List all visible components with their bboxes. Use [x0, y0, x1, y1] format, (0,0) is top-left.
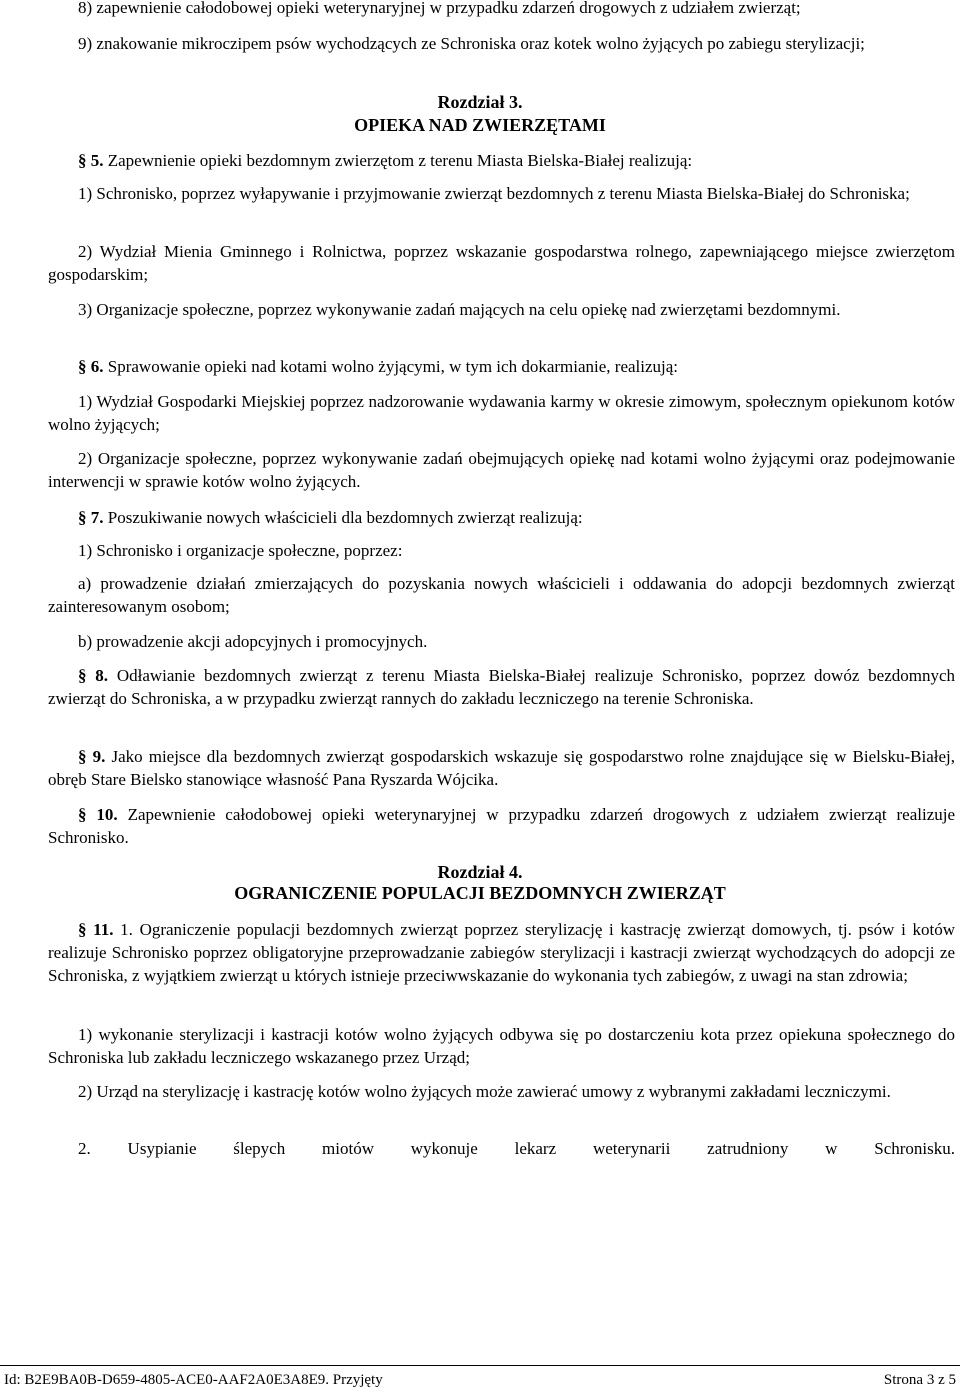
page-number: Strona 3 z 5 — [883, 1372, 956, 1388]
list-item-9: 9) znakowanie mikroczipem psów wychodzących ze Schroniska oraz kotek wolno żyjących po zabiegu sterylizacji; — [78, 34, 865, 53]
section-10 — [48, 803, 955, 849]
section-9 — [48, 745, 955, 791]
list-item-8: 8) zapewnienie całodobowej opieki weterynaryjnej w przypadku zdarzeń drogowych z udziałem zwierząt; — [78, 0, 801, 17]
section-6-text: Sprawowanie opieki nad kotami wolno żyjącymi, w tym ich dokarmianie, realizują: — [103, 357, 679, 376]
chapter-3-title: Rozdział 3. — [437, 92, 523, 112]
chapter-3-subtitle: OPIEKA NAD ZWIERZĘTAMI — [354, 115, 606, 135]
section-5-item-1: 1) Schronisko, poprzez wyłapywanie i przyjmowanie zwierząt bezdomnych z terenu Miasta Bielska-Białej do Schroniska; — [78, 184, 910, 203]
section-6 — [48, 355, 955, 378]
document-id: Id: B2E9BA0B-D659-4805-ACE0-AAF2A0E3A8E9. Przyjęty — [4, 1372, 383, 1388]
section-11-number: § 11. — [78, 920, 114, 939]
section-5-item-2: 2) Wydział Mienia Gminnego i Rolnictwa, poprzez wskazanie gospodarstwa rolnego, zapewniającego miejsce zwierzętom gospodarskim; — [48, 242, 955, 284]
section-5-item-3: 3) Organizacje społeczne, poprzez wykonywanie zadań mających na celu opiekę nad zwierzętami bezdomnymi. — [78, 300, 841, 319]
section-7 — [48, 506, 955, 529]
chapter-4-subtitle: OGRANICZENIE POPULACJI BEZDOMNYCH ZWIERZĄT — [234, 883, 726, 903]
section-6-number: § 6. — [78, 357, 104, 376]
section-6-item-2: 2) Organizacje społeczne, poprzez wykonywanie zadań obejmujących opiekę nad kotami wolno żyjącymi oraz podejmowanie interwencji w sprawie kotów wolno żyjących. — [48, 449, 955, 491]
section-8-text: Odławianie bezdomnych zwierząt z terenu Miasta Bielska-Białej realizuje Schronisko, poprzez dowóz bezdomnych zwierząt do Schroniska, a w przypadku zwierząt rannych do zakładu leczniczego na terenie Schroniska. — [48, 666, 956, 708]
section-10-text: Zapewnienie całodobowej opieki weterynaryjnej w przypadku zdarzeń drogowych z udziałem zwierząt realizuje Schronisko. — [48, 805, 956, 847]
section-7-item-a: a) prowadzenie działań zmierzających do pozyskania nowych właścicieli i oddawania do adopcji bezdomnych zwierząt zainteresowanym osobom; — [48, 574, 955, 616]
chapter-4-title: Rozdział 4. — [437, 862, 523, 882]
page-footer — [0, 1365, 960, 1392]
section-7-number: § 7. — [78, 508, 104, 527]
section-11-item-1: 1) wykonanie sterylizacji i kastracji kotów wolno żyjących odbywa się po dostarczeniu kota przez opiekuna społecznego do Schroniska lub zakładu leczniczego wskazanego przez Urząd; — [48, 1025, 955, 1067]
section-9-text: Jako miejsce dla bezdomnych zwierząt gospodarskich wskazuje się gospodarstwo rolne znajdujące się w Bielsku-Białej, obręb Stare Bielsko stanowiące własność Pana Ryszarda Wójcika. — [48, 747, 956, 789]
section-7-item-1: 1) Schronisko i organizacje społeczne, poprzez: — [78, 541, 403, 560]
section-11 — [48, 918, 955, 987]
section-10-number: § 10. — [78, 805, 118, 824]
section-11-paragraph-2: 2. Usypianie ślepych miotów wykonuje lekarz weterynarii zatrudniony w Schronisku. — [78, 1139, 955, 1158]
section-11-item-2: 2) Urząd na sterylizację i kastrację kotów wolno żyjących może zawierać umowy z wybranymi zakładami leczniczymi. — [78, 1082, 891, 1101]
section-9-number: § 9. — [78, 747, 106, 766]
section-8-number: § 8. — [78, 666, 109, 685]
section-7-text: Poszukiwanie nowych właścicieli dla bezdomnych zwierząt realizują: — [103, 508, 583, 527]
section-11-text: 1. Ograniczenie populacji bezdomnych zwierząt poprzez sterylizację i kastrację zwierząt domowych, tj. psów i kotów realizuje Schronisko poprzez obligatoryjne przeprowadzanie zabiegów sterylizacji i kastracji zwierząt wychodzących do adopcji ze Schroniska, z wyjątkiem zwierząt u których istnieje przeciwwskazanie do wykonania tych zabiegów, z uwagi na stan zdrowia; — [48, 920, 956, 985]
section-5-number: § 5. — [78, 151, 104, 170]
section-8 — [48, 664, 955, 710]
section-6-item-1: 1) Wydział Gospodarki Miejskiej poprzez nadzorowanie wydawania karmy w okresie zimowym, społecznym opiekunom kotów wolno żyjących; — [48, 392, 955, 434]
section-7-item-b: b) prowadzenie akcji adopcyjnych i promocyjnych. — [78, 632, 428, 651]
section-5-text: Zapewnienie opieki bezdomnym zwierzętom z terenu Miasta Bielska-Białej realizują: — [103, 151, 693, 170]
section-5 — [48, 149, 955, 172]
